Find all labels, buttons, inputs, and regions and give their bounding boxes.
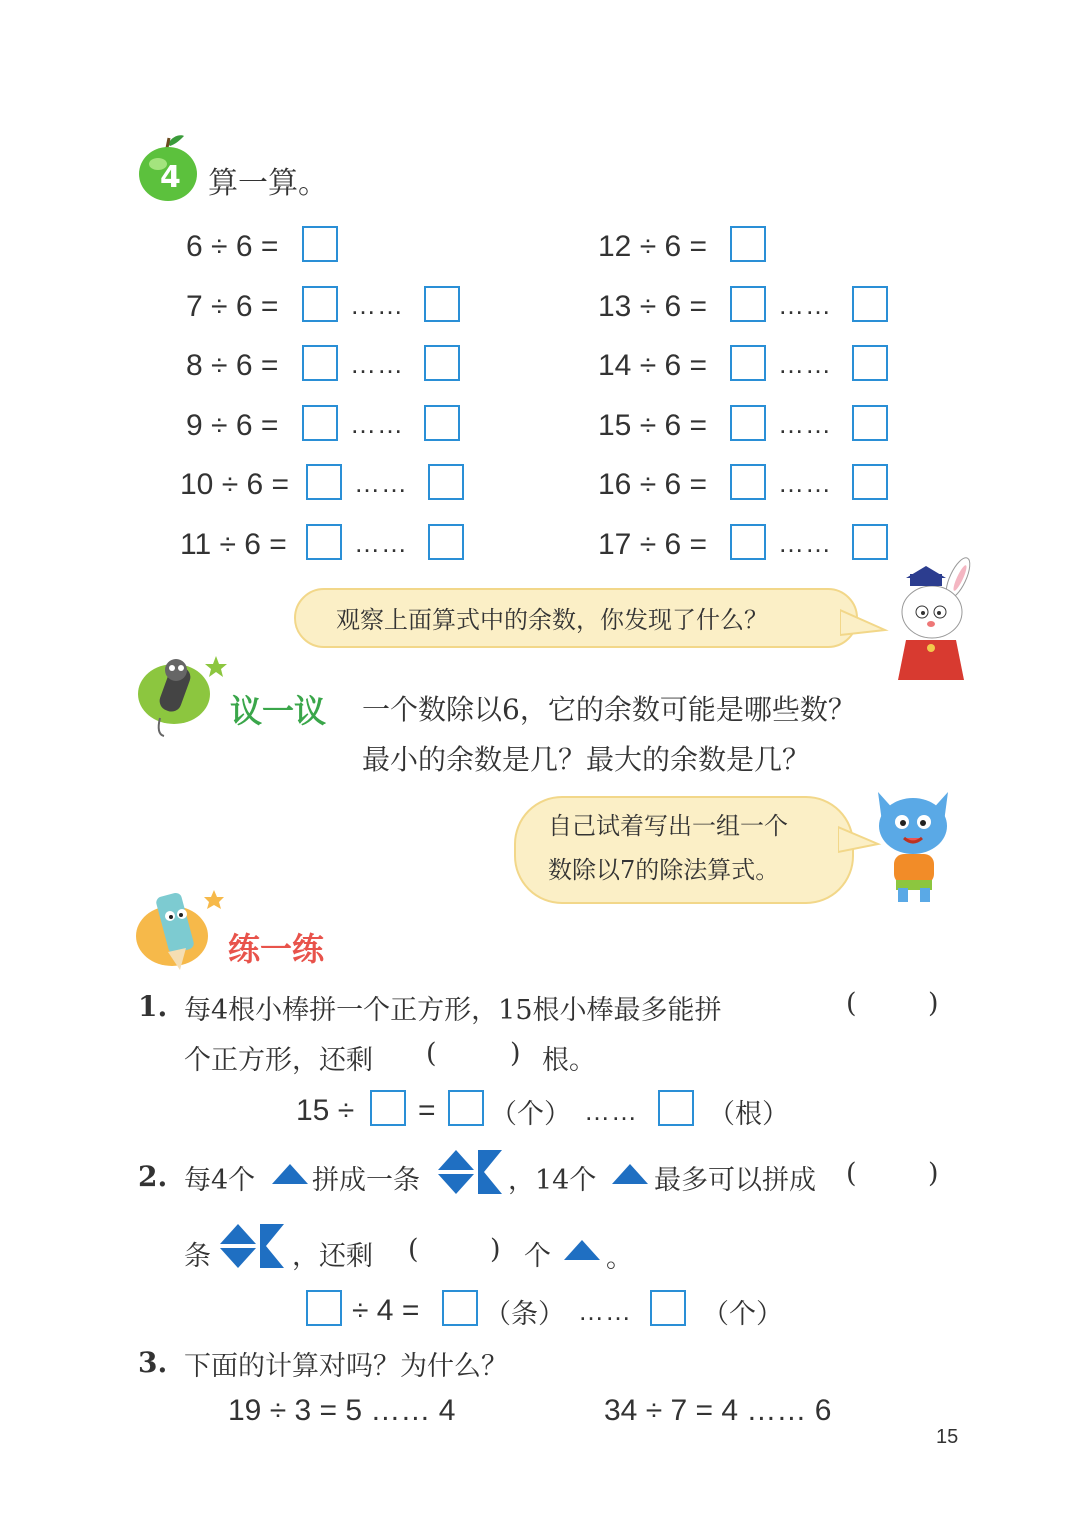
q2-text-8: 。: [606, 1243, 633, 1274]
q2-answer-box-3[interactable]: [650, 1290, 686, 1326]
q2-text-4: 最多可以拼成: [654, 1165, 816, 1196]
quotient-box[interactable]: [730, 524, 766, 560]
bubble-tail: [840, 605, 890, 649]
remainder-dots: ……: [778, 468, 832, 498]
remainder-box[interactable]: [424, 405, 460, 441]
equation-expr: 13 ÷ 6 =: [598, 290, 708, 323]
remainder-box[interactable]: [424, 345, 460, 381]
q2-text-6: ，还剩: [292, 1241, 373, 1272]
q2-paren-close-1: ): [928, 1158, 939, 1189]
arrow-shape: [436, 1148, 506, 1202]
q2-paren-open-1: (: [846, 1158, 857, 1189]
remainder-dots: ……: [354, 528, 408, 558]
remainder-box[interactable]: [852, 345, 888, 381]
discuss-line-2: 最小的余数是几？最大的余数是几？: [362, 743, 811, 776]
bubble-text-remainder: 观察上面算式中的余数，你发现了什么？: [336, 606, 768, 634]
quotient-box[interactable]: [730, 226, 766, 262]
quotient-box[interactable]: [730, 464, 766, 500]
quotient-box[interactable]: [302, 345, 338, 381]
equation-expr: 16 ÷ 6 =: [598, 468, 708, 501]
q3-calc-2: 34 ÷ 7 = 4 …… 6: [604, 1394, 832, 1427]
equation-expr: 10 ÷ 6 =: [180, 468, 290, 501]
microphone-mascot: [134, 648, 230, 740]
triangle-shape: [270, 1162, 310, 1190]
q3-text: 下面的计算对吗？为什么？: [184, 1351, 508, 1382]
arrow-shape: [218, 1222, 288, 1276]
q2-answer-box-2[interactable]: [442, 1290, 478, 1326]
q1-answer-box-1[interactable]: [370, 1090, 406, 1126]
q1-dots: ……: [584, 1096, 638, 1126]
q2-text-5: 条: [184, 1241, 211, 1272]
equation-expr: 12 ÷ 6 =: [598, 230, 708, 263]
pencil-mascot: [134, 884, 226, 976]
q2-text-3: ，14个: [508, 1165, 597, 1196]
q1-number: 1.: [138, 990, 168, 1023]
q2-unit-1: （条）: [484, 1299, 565, 1330]
q1-answer-box-2[interactable]: [448, 1090, 484, 1126]
remainder-dots: ……: [350, 409, 404, 439]
equation-expr: 8 ÷ 6 =: [186, 349, 279, 382]
quotient-box[interactable]: [730, 405, 766, 441]
q2-text-2: 拼成一条: [312, 1165, 420, 1196]
q1-answer-box-3[interactable]: [658, 1090, 694, 1126]
remainder-box[interactable]: [852, 524, 888, 560]
quotient-box[interactable]: [306, 464, 342, 500]
remainder-box[interactable]: [428, 464, 464, 500]
remainder-dots: ……: [778, 349, 832, 379]
equation-expr: 6 ÷ 6 =: [186, 230, 279, 263]
cat-mascot: [868, 782, 958, 906]
bubble-text-try-1: 自己试着写出一组一个: [548, 812, 788, 840]
q3-number: 3.: [138, 1346, 168, 1379]
q1-unit-1: （个）: [490, 1099, 571, 1130]
q2-dots: ……: [578, 1296, 632, 1326]
q2-unit-2: （个）: [702, 1299, 783, 1330]
remainder-dots: ……: [778, 409, 832, 439]
quotient-box[interactable]: [730, 286, 766, 322]
remainder-dots: ……: [354, 468, 408, 498]
section-number: 4: [160, 160, 181, 195]
practice-heading: 练一练: [228, 930, 325, 968]
q1-paren-open-2: (: [426, 1038, 437, 1069]
remainder-box[interactable]: [852, 286, 888, 322]
q2-text-7: 个: [524, 1241, 551, 1272]
quotient-box[interactable]: [302, 286, 338, 322]
equation-expr: 15 ÷ 6 =: [598, 409, 708, 442]
discuss-line-1: 一个数除以6，它的余数可能是哪些数？: [362, 693, 856, 726]
q1-paren-close-2: ): [510, 1038, 521, 1069]
q2-number: 2.: [138, 1160, 168, 1193]
remainder-dots: ……: [350, 290, 404, 320]
discuss-heading: 议一议: [230, 692, 327, 730]
remainder-box[interactable]: [852, 405, 888, 441]
q2-paren-open-2: (: [408, 1234, 419, 1265]
remainder-dots: ……: [778, 290, 832, 320]
quotient-box[interactable]: [302, 405, 338, 441]
triangle-shape: [562, 1238, 602, 1266]
bubble-text-try-2: 数除以7的除法算式。: [548, 856, 780, 884]
q1-eq-equals: =: [418, 1094, 436, 1127]
page-number: 15: [936, 1426, 959, 1448]
q1-line-2b: 根。: [542, 1045, 596, 1076]
remainder-dots: ……: [778, 528, 832, 558]
quotient-box[interactable]: [306, 524, 342, 560]
equation-expr: 9 ÷ 6 =: [186, 409, 279, 442]
q2-eq-mid: ÷ 4 =: [352, 1294, 420, 1327]
remainder-box[interactable]: [428, 524, 464, 560]
q2-text-1: 每4个: [184, 1165, 256, 1196]
triangle-shape: [610, 1162, 650, 1190]
q1-line-2a: 个正方形，还剩: [184, 1045, 373, 1076]
q1-paren-open-1: (: [846, 988, 857, 1019]
equation-expr: 7 ÷ 6 =: [186, 290, 279, 323]
q1-unit-2: （根）: [708, 1099, 789, 1130]
q1-eq-start: 15 ÷: [296, 1094, 355, 1127]
equation-expr: 11 ÷ 6 =: [180, 528, 287, 561]
remainder-box[interactable]: [852, 464, 888, 500]
q1-line-1: 每4根小棒拼一个正方形，15根小棒最多能拼: [184, 995, 722, 1026]
q2-paren-close-2: ): [490, 1234, 501, 1265]
q1-paren-close-1: ): [928, 988, 939, 1019]
q3-calc-1: 19 ÷ 3 = 5 …… 4: [228, 1394, 456, 1427]
quotient-box[interactable]: [730, 345, 766, 381]
section-title: 算一算。: [208, 166, 328, 201]
remainder-dots: ……: [350, 349, 404, 379]
rabbit-mascot: [886, 556, 982, 684]
quotient-box[interactable]: [302, 226, 338, 262]
remainder-box[interactable]: [424, 286, 460, 322]
equation-expr: 14 ÷ 6 =: [598, 349, 708, 382]
equation-expr: 17 ÷ 6 =: [598, 528, 708, 561]
q2-answer-box-1[interactable]: [306, 1290, 342, 1326]
